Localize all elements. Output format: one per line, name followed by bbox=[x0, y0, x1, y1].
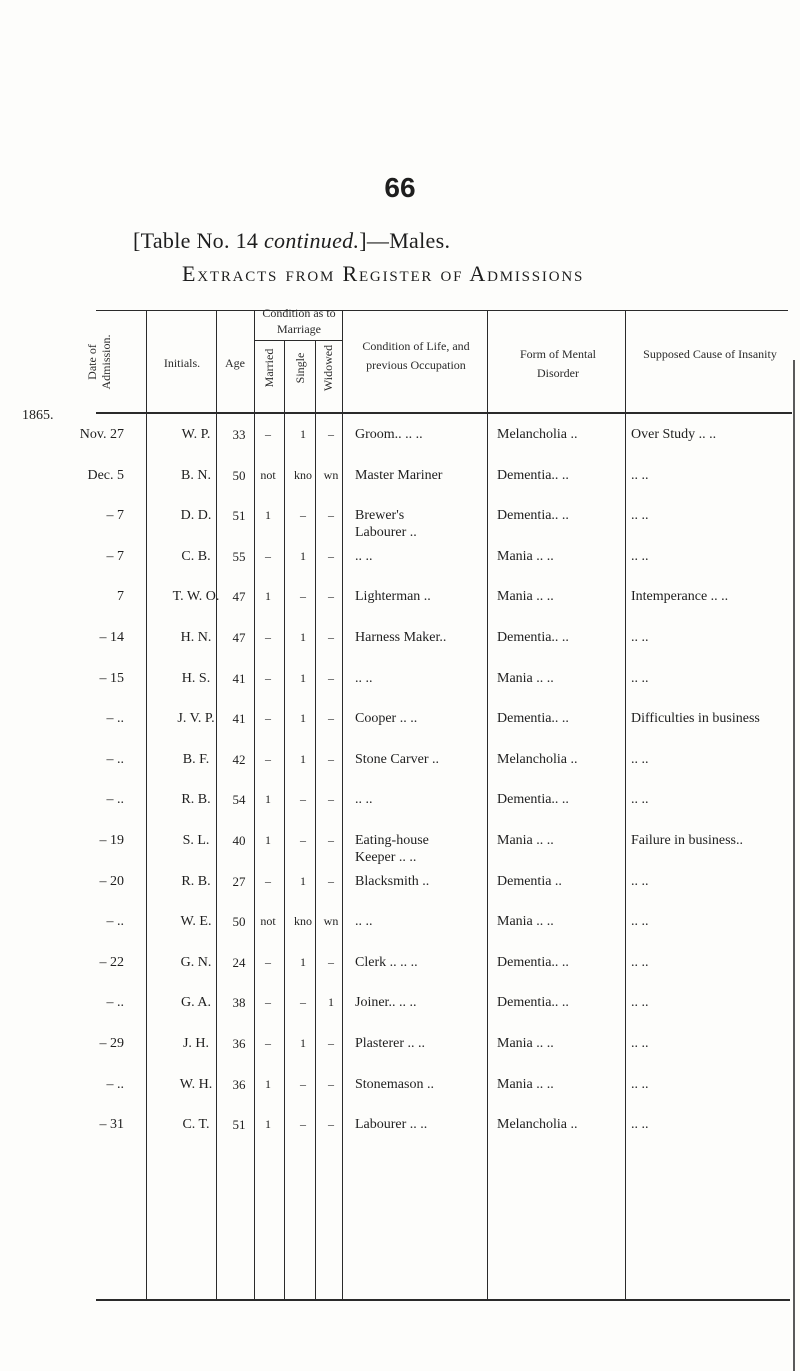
supposed-cause: .. .. bbox=[631, 954, 649, 970]
widowed-count: – bbox=[328, 1076, 334, 1091]
married-count: 1 bbox=[265, 508, 271, 523]
mental-disorder: Melancholia .. bbox=[497, 1117, 578, 1133]
mental-disorder: Dementia.. .. bbox=[497, 711, 569, 727]
admission-date: – 31 bbox=[99, 1117, 124, 1133]
mental-disorder: Dementia.. .. bbox=[497, 954, 569, 970]
patient-initials: H. S. bbox=[181, 670, 211, 686]
supposed-cause: .. .. bbox=[631, 1036, 649, 1051]
widowed-count: 1 bbox=[328, 995, 334, 1010]
admission-date: – 19 bbox=[99, 833, 124, 848]
supposed-cause: .. .. bbox=[631, 630, 649, 645]
table-row bbox=[0, 508, 800, 548]
mental-disorder: Melancholia .. bbox=[497, 427, 578, 442]
single-count: – bbox=[300, 589, 306, 604]
occupation: Stone Carver .. bbox=[355, 751, 439, 767]
admission-date: – .. bbox=[106, 1076, 124, 1092]
header-widowed: Widowed bbox=[321, 344, 335, 392]
supposed-cause: .. .. bbox=[631, 548, 649, 564]
married-count: – bbox=[265, 954, 271, 969]
married-count: not bbox=[260, 467, 276, 482]
single-count: 1 bbox=[300, 1036, 306, 1050]
table-row bbox=[0, 752, 800, 792]
widowed-count: – bbox=[328, 670, 334, 685]
widowed-count: – bbox=[328, 508, 334, 523]
patient-age: 24 bbox=[232, 954, 246, 970]
patient-age: 51 bbox=[232, 1117, 246, 1133]
widowed-count: wn bbox=[323, 467, 339, 482]
mental-disorder: Dementia.. .. bbox=[497, 792, 569, 808]
table-row bbox=[0, 995, 800, 1035]
admission-date: – 22 bbox=[99, 954, 124, 970]
occupation-continued: Labourer .. bbox=[355, 525, 417, 541]
supposed-cause: Failure in business.. bbox=[631, 833, 743, 848]
table-row bbox=[0, 589, 800, 629]
header-initials: Initials. bbox=[163, 356, 201, 370]
patient-age: 27 bbox=[232, 873, 246, 889]
supposed-cause: .. .. bbox=[631, 873, 649, 889]
patient-age: 41 bbox=[232, 670, 246, 686]
patient-initials: J. H. bbox=[182, 1036, 210, 1051]
page-number: 66 bbox=[384, 172, 416, 203]
supposed-cause: .. .. bbox=[631, 751, 649, 767]
married-count: – bbox=[265, 751, 271, 766]
single-count: – bbox=[300, 833, 306, 847]
widowed-count: – bbox=[328, 548, 334, 563]
table-title bbox=[133, 228, 450, 254]
patient-age: 33 bbox=[232, 427, 246, 442]
occupation: .. .. bbox=[355, 670, 373, 686]
married-count: – bbox=[265, 670, 271, 685]
supposed-cause: .. .. bbox=[631, 670, 649, 686]
single-count: – bbox=[300, 995, 306, 1010]
table-row bbox=[0, 792, 800, 832]
single-count: 1 bbox=[300, 548, 306, 563]
single-count: 1 bbox=[300, 954, 306, 969]
table-row bbox=[0, 549, 800, 589]
header-single: Single bbox=[293, 352, 307, 384]
single-count: 1 bbox=[300, 630, 306, 644]
year-label: 1865. bbox=[22, 408, 54, 423]
mental-disorder: Mania .. .. bbox=[497, 548, 554, 564]
mental-disorder: Mania .. .. bbox=[497, 589, 554, 605]
header-supposed-cause: Supposed Cause of Insanity bbox=[643, 347, 777, 361]
title-sex: —Males. bbox=[366, 228, 451, 253]
admission-date: Dec. 5 bbox=[87, 467, 124, 483]
patient-age: 50 bbox=[232, 467, 246, 483]
occupation: Groom.. .. .. bbox=[355, 427, 423, 442]
single-count: 1 bbox=[300, 751, 306, 766]
supposed-cause: .. .. bbox=[631, 914, 649, 930]
patient-initials: C. T. bbox=[182, 1117, 210, 1133]
header-bottom-rule bbox=[96, 412, 792, 414]
widowed-count: – bbox=[328, 833, 334, 847]
patient-age: 54 bbox=[232, 792, 246, 808]
widowed-count: – bbox=[328, 873, 334, 888]
occupation: Blacksmith .. bbox=[355, 873, 430, 889]
header-date-of-admission: Date of Admission. bbox=[85, 334, 113, 390]
mental-disorder: Dementia.. .. bbox=[497, 995, 569, 1011]
mental-disorder: Dementia.. .. bbox=[497, 508, 569, 524]
occupation: Eating-house bbox=[355, 833, 429, 848]
occupation-continued: Keeper .. .. bbox=[355, 850, 417, 865]
mental-disorder: Mania .. .. bbox=[497, 1076, 554, 1092]
widowed-count: – bbox=[328, 630, 334, 644]
patient-initials: J. V. P. bbox=[177, 711, 215, 727]
widowed-count: – bbox=[328, 954, 334, 969]
patient-initials: H. N. bbox=[180, 630, 212, 645]
married-count: – bbox=[265, 630, 271, 644]
single-count: 1 bbox=[300, 711, 306, 726]
table-row bbox=[0, 1117, 800, 1157]
admission-date: – 7 bbox=[106, 508, 124, 524]
table-subtitle: Extracts from Register of Admissions bbox=[182, 261, 585, 286]
table-row bbox=[0, 427, 800, 467]
widowed-count: – bbox=[328, 751, 334, 766]
married-count: 1 bbox=[265, 1076, 271, 1091]
header-marriage-group: Condition as to Marriage bbox=[262, 306, 336, 336]
mental-disorder: Mania .. .. bbox=[497, 914, 554, 930]
occupation: Lighterman .. bbox=[355, 589, 431, 605]
mental-disorder: Dementia.. .. bbox=[497, 467, 569, 483]
widowed-count: – bbox=[328, 711, 334, 726]
patient-age: 42 bbox=[232, 751, 246, 767]
single-count: – bbox=[300, 1076, 306, 1091]
single-count: 1 bbox=[300, 427, 306, 441]
occupation: Stonemason .. bbox=[355, 1076, 434, 1092]
patient-age: 50 bbox=[232, 914, 246, 930]
occupation: .. .. bbox=[355, 548, 373, 564]
table-bottom-rule bbox=[96, 1299, 790, 1301]
occupation: Brewer's bbox=[355, 508, 405, 524]
patient-age: 47 bbox=[232, 589, 246, 605]
patient-initials: D. D. bbox=[180, 508, 212, 524]
widowed-count: wn bbox=[323, 914, 339, 929]
mental-disorder: Dementia.. .. bbox=[497, 630, 569, 645]
married-count: – bbox=[265, 427, 271, 441]
single-count: – bbox=[300, 792, 306, 807]
admission-date: – 7 bbox=[106, 548, 124, 564]
title-table-label: Table No. 14 bbox=[140, 228, 264, 253]
header-age: Age bbox=[225, 356, 245, 370]
admission-date: 7 bbox=[117, 589, 124, 605]
occupation: Harness Maker.. bbox=[355, 630, 447, 645]
supposed-cause: .. .. bbox=[631, 792, 649, 808]
occupation: Cooper .. .. bbox=[355, 711, 418, 727]
mental-disorder: Dementia .. bbox=[497, 873, 562, 889]
patient-initials: W. E. bbox=[180, 914, 212, 930]
occupation: Master Mariner bbox=[355, 467, 443, 483]
patient-age: 51 bbox=[232, 508, 246, 524]
header-mental-disorder: Form of Mental Disorder bbox=[520, 347, 596, 380]
table-row bbox=[0, 874, 800, 914]
single-count: kno bbox=[294, 467, 312, 482]
patient-initials: B. N. bbox=[181, 467, 211, 483]
married-count: 1 bbox=[265, 833, 271, 847]
mental-disorder: Melancholia .. bbox=[497, 751, 578, 767]
married-count: – bbox=[265, 548, 271, 563]
admission-date: – .. bbox=[106, 995, 124, 1011]
title-bracket-close: ] bbox=[359, 228, 367, 253]
admission-date: – .. bbox=[106, 792, 124, 808]
title-continued: continued. bbox=[263, 228, 360, 253]
single-count: 1 bbox=[300, 670, 306, 685]
table-row bbox=[0, 1077, 800, 1117]
mental-disorder: Mania .. .. bbox=[497, 1036, 554, 1051]
single-count: – bbox=[300, 508, 306, 523]
patient-age: 47 bbox=[232, 630, 246, 645]
admission-date: – .. bbox=[106, 751, 124, 767]
patient-initials: C. B. bbox=[181, 548, 211, 564]
patient-age: 38 bbox=[232, 995, 246, 1011]
patient-initials: B. F. bbox=[182, 751, 210, 767]
table-row bbox=[0, 955, 800, 995]
single-count: – bbox=[300, 1117, 306, 1132]
header-top-rule bbox=[96, 310, 788, 311]
table-row bbox=[0, 914, 800, 954]
patient-initials: T. W. O. bbox=[172, 589, 220, 605]
patient-age: 40 bbox=[232, 833, 246, 848]
married-count: 1 bbox=[265, 792, 271, 807]
patient-initials: R. B. bbox=[181, 792, 211, 808]
single-count: 1 bbox=[300, 873, 306, 888]
married-count: 1 bbox=[265, 1117, 271, 1132]
occupation: Clerk .. .. .. bbox=[355, 954, 418, 970]
married-count: – bbox=[265, 873, 271, 888]
supposed-cause: .. .. bbox=[631, 1117, 649, 1133]
occupation: .. .. bbox=[355, 914, 373, 930]
married-count: – bbox=[265, 711, 271, 726]
supposed-cause: .. .. bbox=[631, 508, 649, 524]
patient-initials: W. H. bbox=[179, 1076, 213, 1092]
patient-initials: R. B. bbox=[181, 873, 211, 889]
married-count: not bbox=[260, 914, 276, 929]
table-row bbox=[0, 630, 800, 670]
admission-date: – 15 bbox=[99, 670, 124, 686]
patient-age: 36 bbox=[232, 1076, 246, 1092]
widowed-count: – bbox=[328, 427, 334, 441]
admission-date: – 20 bbox=[99, 873, 124, 889]
supposed-cause: .. .. bbox=[631, 995, 649, 1011]
single-count: kno bbox=[294, 914, 312, 929]
occupation: Joiner.. .. .. bbox=[355, 995, 417, 1011]
widowed-count: – bbox=[328, 589, 334, 604]
supposed-cause: .. .. bbox=[631, 1076, 649, 1092]
patient-initials: G. N. bbox=[180, 954, 212, 970]
mental-disorder: Mania .. .. bbox=[497, 670, 554, 686]
table-row bbox=[0, 711, 800, 751]
admission-date: – .. bbox=[106, 711, 124, 727]
mental-disorder: Mania .. .. bbox=[497, 833, 554, 848]
occupation: Plasterer .. .. bbox=[355, 1036, 425, 1051]
patient-age: 36 bbox=[232, 1036, 246, 1051]
header-occupation: Condition of Life, and previous Occupation bbox=[362, 339, 470, 372]
patient-initials: W. P. bbox=[181, 427, 211, 442]
table-row bbox=[0, 833, 800, 873]
header-married: Married bbox=[262, 348, 276, 388]
patient-age: 55 bbox=[232, 548, 246, 564]
table-row bbox=[0, 468, 800, 508]
patient-initials: G. A. bbox=[181, 995, 211, 1011]
admission-date: – 14 bbox=[99, 630, 124, 645]
widowed-count: – bbox=[328, 792, 334, 807]
title-bracket-open: [ bbox=[133, 228, 141, 253]
supposed-cause: Over Study .. .. bbox=[631, 427, 717, 442]
table-row bbox=[0, 671, 800, 711]
patient-age: 41 bbox=[232, 711, 246, 727]
widowed-count: – bbox=[328, 1117, 334, 1132]
married-count: – bbox=[265, 995, 271, 1010]
supposed-cause: Intemperance .. .. bbox=[631, 589, 729, 605]
occupation: Labourer .. .. bbox=[355, 1117, 428, 1133]
table-row bbox=[0, 1036, 800, 1076]
married-count: – bbox=[265, 1036, 271, 1050]
admission-date: – .. bbox=[106, 914, 124, 930]
admission-date: Nov. 27 bbox=[79, 427, 124, 442]
supposed-cause: .. .. bbox=[631, 467, 649, 483]
occupation: .. .. bbox=[355, 792, 373, 808]
admission-date: – 29 bbox=[99, 1036, 124, 1051]
married-count: 1 bbox=[265, 589, 271, 604]
supposed-cause: Difficulties in business bbox=[631, 711, 760, 727]
widowed-count: – bbox=[328, 1036, 334, 1050]
patient-initials: S. L. bbox=[182, 833, 210, 848]
